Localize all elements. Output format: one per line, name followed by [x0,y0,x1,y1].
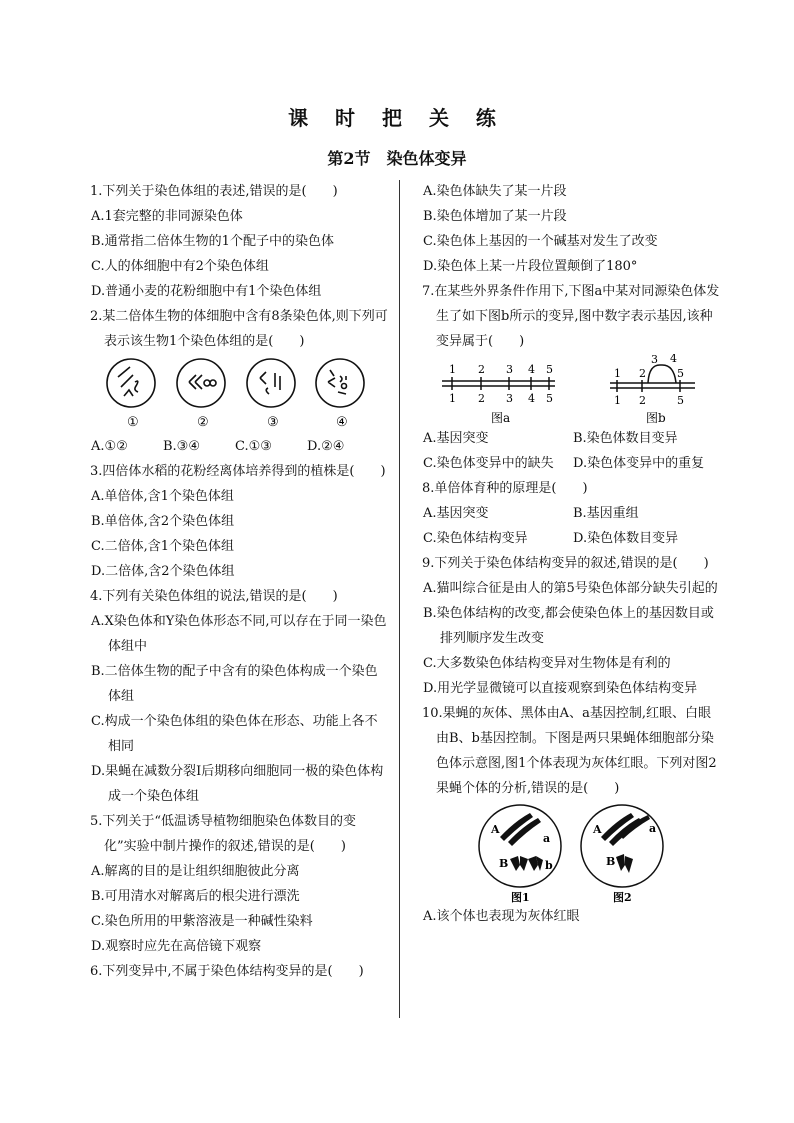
option: D.二倍体,含2个染色体组 [91,564,235,579]
question-stem: 6.下列变异中,不属于染色体结构变异的是( ) [90,964,364,979]
option: B.可用清水对解离后的根尖进行漂洗 [91,889,300,904]
left-column [88,179,388,984]
option: C.二倍体,含1个染色体组 [91,539,235,554]
options-row [420,426,720,451]
chromosome-circles-figure [88,354,388,434]
right-column [420,179,720,929]
question-7 [420,279,720,476]
option: A.解离的目的是让组织细胞彼此分离 [91,864,300,879]
option: A.猫叫综合征是由人的第5号染色体部分缺失引起的 [423,581,718,596]
gene-number: 2 [639,367,646,380]
gene-number: 2 [478,363,485,376]
option: D.用光学显微镜可以直接观察到染色体结构变异 [423,681,698,696]
question-5 [88,809,388,959]
option: C.构成一个染色体组的染色体在形态、功能上各不相同 [91,714,378,754]
option: B.③④ [163,439,200,454]
option: A.单倍体,含1个染色体组 [91,489,234,504]
question-3 [88,459,388,584]
gene-number: 5 [546,392,553,405]
options-row [420,526,720,551]
gene-label: B [499,857,509,870]
option: B.基因重组 [573,506,639,521]
gene-number: 3 [651,354,658,366]
question-9 [420,551,720,701]
gene-label: a [543,832,551,845]
gene-number: 4 [528,363,535,376]
option: A.染色体缺失了某一片段 [423,184,567,199]
options-row [420,501,720,526]
question-stem: 9.下列关于染色体结构变异的叙述,错误的是( ) [422,556,709,571]
figure-caption: 图a [491,411,511,425]
option: B.二倍体生物的配子中含有的染色体构成一个染色体组 [91,664,378,704]
question-stem: 7.在某些外界条件作用下,下图a中某对同源染色体发生了如下图b所示的变异,图中数字表示基因,该种变异属于( ) [422,284,720,349]
figure-caption: 图1 [511,891,530,904]
question-1 [88,179,388,304]
option: C.染色体变异中的缺失 [423,456,554,471]
option: D.观察时应先在高倍镜下观察 [91,939,262,954]
gene-number: 1 [614,394,621,407]
option: A.基因突变 [423,431,489,446]
figure-label: ③ [267,415,279,430]
figure-label: ② [197,415,209,430]
gene-number: 3 [506,363,513,376]
gene-label: A [491,823,500,836]
page-title: 课 时 把 关 练 [288,106,506,130]
option: A.基因突变 [423,506,489,521]
question-stem: 10.果蝇的灰体、黑体由A、a基因控制,红眼、白眼由B、b基因控制。下图是两只果蝇体细胞部分染色体示意图,图1个体表现为灰体红眼。下列对图2果蝇个体的分析,错误的是( ) [422,706,717,796]
gene-number: 1 [449,392,456,405]
option: D.果蝇在减数分裂Ⅰ后期移向细胞同一极的染色体构成一个染色体组 [91,764,384,804]
option: B.染色体结构的改变,都会使染色体上的基因数目或排列顺序发生改变 [423,606,714,646]
option: B.单倍体,含2个染色体组 [91,514,235,529]
question-stem: 4.下列有关染色体组的说法,错误的是( ) [90,589,338,604]
gene-number: 2 [639,394,646,407]
option: C.染色所用的甲紫溶液是一种碱性染料 [91,914,313,929]
option: B.染色体数目变异 [573,431,678,446]
option: B.染色体增加了某一片段 [423,209,567,224]
option: C.染色体结构变异 [423,531,528,546]
gene-number: 3 [506,392,513,405]
option: D.染色体上某一片段位置颠倒了180° [423,259,638,274]
option: D.②④ [307,439,345,454]
options-row [420,451,720,476]
question-6 [88,959,388,984]
question-stem: 5.下列关于“低温诱导植物细胞染色体数目的变化”实验中制片操作的叙述,错误的是( ) [90,814,357,854]
figure-caption: 图b [646,411,666,425]
gene-number: 2 [478,392,485,405]
options-row [88,434,388,459]
gene-figure [420,354,720,426]
option: D.染色体数目变异 [573,531,679,546]
question-2 [88,304,388,459]
option: A.1套完整的非同源染色体 [91,209,243,224]
option: C.染色体上基因的一个碱基对发生了改变 [423,234,658,249]
question-stem: 8.单倍体育种的原理是( ) [422,481,588,496]
question-stem: 3.四倍体水稻的花粉经离体培养得到的植株是( ) [90,464,386,479]
option: B.通常指二倍体生物的1个配子中的染色体 [91,234,334,249]
figure-label: ① [127,415,139,430]
gene-label: b [545,859,553,872]
gene-number: 1 [614,367,621,380]
question-10 [420,701,720,929]
option: A.X染色体和Y染色体形态不同,可以存在于同一染色体组中 [91,614,387,654]
gene-number: 5 [546,363,553,376]
option: A.①② [91,439,128,454]
option: D.染色体变异中的重复 [573,456,705,471]
gene-number: 4 [670,354,677,365]
question-4 [88,584,388,809]
option: C.人的体细胞中有2个染色体组 [91,259,269,274]
question-stem: 1.下列关于染色体组的表述,错误的是( ) [90,184,338,199]
question-stem: 2.某二倍体生物的体细胞中含有8条染色体,则下列可表示该生物1个染色体组的是( ) [90,309,388,349]
question-8 [420,476,720,551]
gene-label: a [649,822,657,835]
gene-number: 5 [677,394,684,407]
figure-label: ④ [336,415,348,430]
gene-number: 1 [449,363,456,376]
gene-label: A [593,823,602,836]
figure-caption: 图2 [613,891,632,904]
option: A.该个体也表现为灰体红眼 [423,909,580,924]
section-title: 第2节 染色体变异 [327,149,467,168]
option: D.普通小麦的花粉细胞中有1个染色体组 [91,284,322,299]
question-6-options [420,179,720,279]
gene-label: B [606,855,616,868]
gene-number: 5 [677,367,684,380]
gene-number: 4 [528,392,535,405]
option: C.①③ [235,439,272,454]
option: C.大多数染色体结构变异对生物体是有利的 [423,656,671,671]
fruit-fly-chromosome-figure [420,801,720,904]
column-divider [399,180,400,1018]
